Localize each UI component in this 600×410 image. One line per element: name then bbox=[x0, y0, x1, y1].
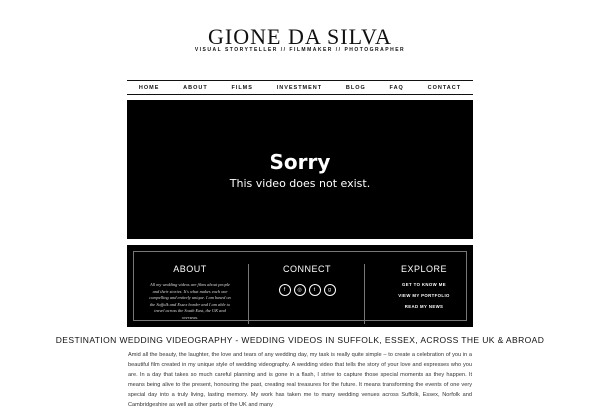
about-text: All my wedding videos are films about people and their stories. It's what makes each one compelling and entirely unique. I am based on the Suffolk and Essex border and I am able to travel across the South East, the UK and overseas. bbox=[149, 282, 231, 320]
nav-item-blog[interactable]: BLOG bbox=[345, 84, 366, 91]
about-heading: ABOUT bbox=[173, 264, 207, 274]
instagram-icon[interactable]: ◎ bbox=[294, 284, 306, 296]
explore-links bbox=[368, 282, 480, 315]
column-divider bbox=[364, 264, 365, 324]
video-error-message: This video does not exist. bbox=[229, 177, 371, 190]
facebook-icon[interactable]: f bbox=[279, 284, 291, 296]
link-read-news[interactable]: READ MY NEWS bbox=[404, 304, 444, 309]
link-get-to-know-me[interactable]: GET TO KNOW ME bbox=[402, 282, 446, 287]
video-player[interactable] bbox=[127, 100, 473, 239]
video-error-title: Sorry bbox=[269, 150, 331, 174]
info-frame bbox=[133, 251, 467, 321]
info-panel bbox=[127, 245, 473, 327]
connect-column bbox=[251, 252, 363, 320]
explore-heading: EXPLORE bbox=[400, 264, 448, 274]
site-tagline: VISUAL STORYTELLER // FILMMAKER // PHOTOGRAPHER bbox=[194, 47, 406, 53]
main-nav bbox=[127, 80, 473, 95]
content-paragraph: Amid all the beauty, the laughter, the love and tears of any wedding day, my task is really quite simple – to create a celebration of you in a beautiful film created in my unique style of wedding videography. A wedding video that tells the story of your love and expresses who you are. In a day that takes so much careful planning and is gone in a flash, I strive to capture those special moments as they happen. It means being alive to the present, honouring the past, creating real treasures for the future. It means transforming the events of one very special day into a truly living, lasting memory. My work has taken me to many wedding venues across Suffolk, Essex, Norfolk and Cambridgeshire as well as other parts of the UK and many bbox=[128, 352, 472, 408]
nav-item-investment[interactable]: INVESTMENT bbox=[276, 84, 323, 91]
site-logo[interactable]: GIONE DA SILVA bbox=[208, 24, 392, 49]
nav-item-contact[interactable]: CONTACT bbox=[427, 84, 462, 91]
social-icons bbox=[251, 284, 363, 296]
connect-heading: CONNECT bbox=[283, 264, 331, 274]
explore-column bbox=[368, 252, 480, 320]
nav-item-faq[interactable]: FAQ bbox=[389, 84, 404, 91]
twitter-icon[interactable]: t bbox=[309, 284, 321, 296]
column-divider bbox=[248, 264, 249, 324]
google-plus-icon[interactable]: g bbox=[324, 284, 336, 296]
about-column bbox=[134, 252, 246, 320]
nav-item-about[interactable]: ABOUT bbox=[183, 84, 208, 91]
nav-item-home[interactable]: HOME bbox=[138, 84, 160, 91]
link-view-portfolio[interactable]: VIEW MY PORTFOLIO bbox=[398, 293, 450, 298]
nav-item-films[interactable]: FILMS bbox=[231, 84, 253, 91]
content-title: DESTINATION WEDDING VIDEOGRAPHY - WEDDING VIDEOS IN SUFFOLK, ESSEX, ACROSS THE UK & ABROAD bbox=[55, 335, 545, 345]
